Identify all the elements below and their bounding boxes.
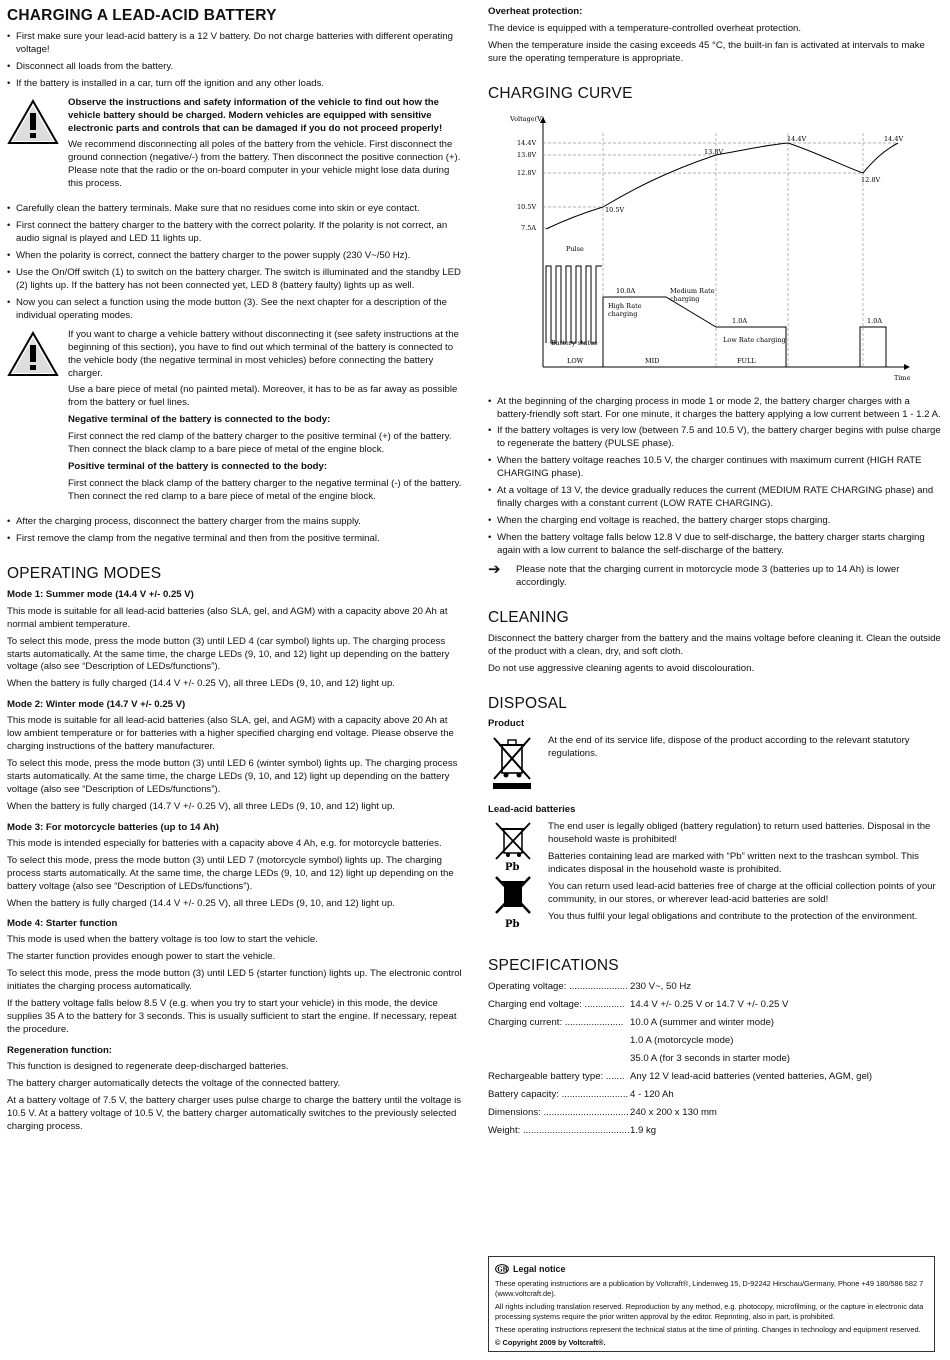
paragraph: To select this mode, press the mode button (3) until LED 7 (motorcycle symbol) lights up. The charging process starts automatically. At the same time, the charge LEDs (9, 10, and 12) light up depending on the battery voltage (also see “Description of LEDs/functions”). <box>7 854 454 892</box>
paragraph: When the battery is fully charged (14.4 V +/- 0.25 V), all three LEDs (9, 10, and 12) light up. <box>7 678 395 690</box>
current-profile-top-up <box>860 327 886 367</box>
svg-text:Pb: Pb <box>505 862 520 874</box>
charging-curve-svg <box>488 111 913 383</box>
warning-bold-text: Observe the instructions and safety information of the vehicle to find out how the vehicle battery should be charged. Modern vehicles are equipped with sensitive electronic parts and controls that can be damaged if you do not proceed properly! <box>68 96 443 134</box>
spec-key: Battery capacity: ......................... <box>488 1088 629 1100</box>
spec-key: Operating voltage: ...................... <box>488 981 628 993</box>
list-item: • Disconnect all loads from the battery. <box>7 61 462 74</box>
list-item: • First connect the battery charger to the battery with the correct polarity. If the polarity is not correct, an audio signal is played and LED 11 lights up. <box>7 220 462 246</box>
paragraph: Do not use aggressive cleaning agents to avoid discolouration. <box>488 662 755 674</box>
legal-notice-box <box>488 1256 935 1352</box>
gb-badge-icon <box>495 1264 509 1274</box>
list-item: • When the polarity is correct, connect the battery charger to the power supply (230 V~/50 Hz). <box>7 250 462 263</box>
paragraph: At the end of its service life, dispose of the product according to the relevant statutory regulations. <box>548 735 910 760</box>
crossed-bin-filled-icon <box>496 877 530 930</box>
spec-row <box>488 981 943 994</box>
paragraph: This mode is suitable for all lead-acid batteries (also SLA, gel, and AGM) with a capacity above 20 Ah at low ambient temperature or for batteries with a higher specified charging end voltage. Please observe the charging instructions of the battery manufacturer. <box>7 715 454 753</box>
paragraph: The device is equipped with a temperature-controlled overheat protection. <box>488 22 802 34</box>
regeneration-heading: Regeneration function: <box>7 1044 112 1056</box>
list-item: • When the battery voltage falls below 12.8 V due to self-discharge, the battery charger starts charging again with a low current to balance the self-discharge of the battery. <box>488 532 943 558</box>
warning-text: First connect the red clamp of the battery charger to the positive terminal (+) of the battery. Then connect the black clamp to a bare piece of metal of the engine block. <box>68 431 452 456</box>
paragraph: This mode is used when the battery voltage is too low to start the vehicle. <box>7 934 318 946</box>
bullet-list-prep <box>7 31 462 91</box>
product-disposal-row <box>488 735 943 796</box>
section-title-modes: OPERATING MODES <box>7 564 162 582</box>
overheat-heading: Overheat protection: <box>488 6 583 17</box>
y-tick-label: 7.5A <box>521 223 537 232</box>
paragraph: At a battery voltage of 7.5 V, the battery charger uses pulse charge to charge the battery until the voltage is 10.5 V. At a battery voltage of 10.5 V, the battery charger automatically switches to the previously selected charging process. <box>7 1094 462 1132</box>
paragraph: To select this mode, press the mode button (3) until LED 4 (car symbol) lights up. The charging process starts automatically. At the same time, the charge LEDs (9, 10, and 12) light up depending on the battery voltage (also see “Description of LEDs/functions”). <box>7 635 450 673</box>
bullet-list-curve <box>488 396 943 558</box>
spec-row <box>488 1089 943 1102</box>
spec-key: Charging current: ...................... <box>488 1017 624 1028</box>
phase-label: charging <box>670 294 700 303</box>
paragraph: The battery charger automatically detects the voltage of the connected battery. <box>7 1077 341 1089</box>
paragraph: This mode is suitable for all lead-acid batteries (also SLA, gel, and AGM) with a capacity above 20 Ah at normal ambient temperature. <box>7 605 448 630</box>
spec-key: Dimensions: ................................ <box>488 1106 629 1118</box>
warning-text: First connect the black clamp of the battery charger to the negative terminal (-) of the battery. Then connect the red clamp to a bare piece of metal of the engine block. <box>68 478 462 503</box>
mode1-heading: Mode 1: Summer mode (14.4 V +/- 0.25 V) <box>7 588 194 600</box>
list-item: • If the battery voltages is very low (between 7.5 and 10.5 V), the battery charger begins with pulse charge to regenerate the battery (PULSE phase). <box>488 425 943 451</box>
spec-row <box>488 1017 943 1030</box>
spec-value: 1.0 A (motorcycle mode) <box>630 1034 734 1046</box>
legal-title: Legal notice <box>513 1264 566 1274</box>
spec-value: Any 12 V lead-acid batteries (vented batteries, AGM, gel) <box>630 1070 873 1082</box>
lead-acid-row <box>488 821 943 938</box>
phase-label: Pulse <box>566 244 584 253</box>
crossed-bin-pb-icons <box>488 821 548 938</box>
paragraph: When the temperature inside the casing exceeds 45 °C, the built-in fan is activated at intervals to make sure the operating temperature is appropriate. <box>488 39 925 64</box>
current-label: 1.0A <box>867 316 883 325</box>
battery-status-label: Battery status <box>551 338 598 347</box>
paragraph: This mode is intended especially for batteries with a capacity above 4 Ah, e.g. for motorcycle batteries. <box>7 837 442 849</box>
bullet-list-after <box>7 516 462 546</box>
warning-text: Use a bare piece of metal (no painted metal). Moreover, it has to be as far away as possible from the battery or fuel lines. <box>68 384 458 409</box>
copyright-text: © Copyright 2009 by Voltcraft®. <box>495 1338 606 1348</box>
curve-label: 13.8V <box>704 147 724 156</box>
list-item: • Use the On/Off switch (1) to switch on the battery charger. The switch is illuminated and the standby LED (2) lights up. If the battery has not been connected yet, LED 8 (battery faulty) lights up as well. <box>7 267 462 293</box>
charging-curve-chart <box>488 111 943 388</box>
spec-row <box>488 1125 943 1138</box>
section-title-specs: SPECIFICATIONS <box>488 957 619 975</box>
section-title-curve: CHARGING CURVE <box>488 84 633 102</box>
right-column <box>488 6 943 1143</box>
section-title-cleaning: CLEANING <box>488 608 569 626</box>
section-title-disposal: DISPOSAL <box>488 694 568 712</box>
spec-key: Charging end voltage: ............... <box>488 999 625 1011</box>
legal-text: These operating instructions are a publication by Voltcraft®, Lindenweg 15, D-92242 Hirschau/Germany, Phone +49 180/586 582 7 (www.voltcraft.de). <box>495 1279 924 1299</box>
legal-text: All rights including translation reserved. Reproduction by any method, e.g. photocopy, microfilming, or the capture in electronic data processing systems require the prior written approval by the editor. Reprinting, also in part, is prohibited. <box>495 1302 924 1322</box>
curve-label: 12.8V <box>861 175 881 184</box>
specs-table <box>488 981 943 1137</box>
spec-row <box>488 1071 943 1084</box>
mode4-heading: Mode 4: Starter function <box>7 918 118 930</box>
spec-value: 230 V~, 50 Hz <box>630 981 692 993</box>
list-item: • Carefully clean the battery terminals. Make sure that no residues come into skin or eye contact. <box>7 203 462 216</box>
paragraph: This function is designed to regenerate deep-discharged batteries. <box>7 1060 289 1072</box>
paragraph: Batteries containing lead are marked with “Pb” written next to the trashcan symbol. This indicates disposal in the household waste is prohibited. <box>548 851 919 876</box>
x-axis-arrow <box>904 364 910 370</box>
y-tick-label: 14.4V <box>517 138 537 147</box>
warning-triangle-icon <box>7 97 62 196</box>
spec-value: 10.0 A (summer and winter mode) <box>630 1017 774 1028</box>
warning-triangle-icon <box>7 329 62 508</box>
warning-text: We recommend disconnecting all poles of the battery from the vehicle. First disconnect the ground connection (negative/-) from the battery. Then disconnect the positive connection (+). Please note that the radio or the on-board computer in your vehicle might lose data during this process. <box>68 139 461 190</box>
x-axis-label: Time <box>894 373 911 382</box>
list-item: • If the battery is installed in a car, turn off the ignition and any other loads. <box>7 78 462 91</box>
list-item: • After the charging process, disconnect the battery charger from the mains supply. <box>7 516 462 529</box>
paragraph: Disconnect the battery charger from the battery and the mains voltage before cleaning it. Clean the outside of the product with a clean, dry, and soft cloth. <box>488 632 941 657</box>
left-column <box>7 6 462 1138</box>
paragraph: The starter function provides enough power to start the vehicle. <box>7 951 276 963</box>
list-item: • First make sure your lead-acid battery is a 12 V battery. Do not charge batteries with different operating voltage! <box>7 31 462 57</box>
y-tick-label: 10.5V <box>517 202 537 211</box>
paragraph: If the battery voltage falls below 8.5 V (e.g. when you try to start your vehicle) in this mode, the device supplies 35 A to the battery for 3 seconds. This is usually sufficient to start the engine. If necessary, repeat the procedure. <box>7 998 457 1036</box>
phase-label: Low Rate charging <box>723 335 786 344</box>
spec-row <box>488 1035 943 1048</box>
list-item: • When the battery voltage reaches 10.5 V, the charger continues with maximum current (HIGH RATE CHARGING phase). <box>488 455 943 481</box>
arrow-right-icon: ➔ <box>488 560 501 578</box>
spec-value: 4 - 120 Ah <box>630 1088 674 1100</box>
lead-acid-heading: Lead-acid batteries <box>488 804 576 816</box>
curve-label: 14.4V <box>884 134 904 143</box>
spec-value: 240 x 200 x 130 mm <box>630 1106 717 1118</box>
current-label: 1.0A <box>732 316 748 325</box>
list-item: • When the charging end voltage is reached, the battery charger stops charging. <box>488 515 943 528</box>
section-title-charging: CHARGING A LEAD-ACID BATTERY <box>7 7 277 24</box>
crossed-bin-icon <box>488 735 548 796</box>
paragraph: When the battery is fully charged (14.4 V +/- 0.25 V), all three LEDs (9, 10, and 12) light up. <box>7 897 395 909</box>
spec-row <box>488 999 943 1012</box>
curve-label: 10.5V <box>605 205 625 214</box>
bullet-list-connect <box>7 203 462 323</box>
svg-text:Pb: Pb <box>505 919 520 931</box>
mode3-heading: Mode 3: For motorcycle batteries (up to 14 Ah) <box>7 821 219 833</box>
curve-label: 14.4V <box>787 134 807 143</box>
y-tick-label: 12.8V <box>517 168 537 177</box>
list-item: • At a voltage of 13 V, the device gradually reduces the current (MEDIUM RATE CHARGING phase) and finally charges with a constant current (LOW RATE CHARGING). <box>488 485 943 511</box>
spec-row <box>488 1053 943 1066</box>
warning-text: If you want to charge a vehicle battery without disconnecting it (see safety instructions at the beginning of this section), you have to find out which terminal of the battery is connected to the vehicle body (the negative terminal in most vehicles) before connecting the battery charger. <box>68 328 459 379</box>
paragraph: You thus fulfil your legal obligations and contribute to the protection of the environment. <box>548 910 918 922</box>
list-item: • First remove the clamp from the negative terminal and then from the positive terminal. <box>7 533 462 546</box>
crossed-bin-icon <box>496 823 530 873</box>
paragraph: When the battery is fully charged (14.7 V +/- 0.25 V), all three LEDs (9, 10, and 12) light up. <box>7 800 395 812</box>
warning-block-2 <box>7 329 462 508</box>
svg-text:GB: GB <box>497 1266 508 1274</box>
list-item: • Now you can select a function using the mode button (3). See the next chapter for a description of the individual operating modes. <box>7 297 462 323</box>
status-full: FULL <box>737 356 756 365</box>
pulse-phase <box>546 266 602 343</box>
legal-text: These operating instructions represent the technical status at the time of printing. Changes in technology and equipment reserved. <box>495 1325 921 1335</box>
mode2-heading: Mode 2: Winter mode (14.7 V +/- 0.25 V) <box>7 699 186 711</box>
phase-label: charging <box>608 309 638 318</box>
spec-value: 14.4 V +/- 0.25 V or 14.7 V +/- 0.25 V <box>630 999 789 1011</box>
paragraph: To select this mode, press the mode button (3) until LED 6 (winter symbol) lights up. The charging process starts automatically. At the same time, the charge LEDs (9, 10, and 12) light up depending on the battery voltage (also see “Description of LEDs/functions”). <box>7 758 458 795</box>
warning-subheading: Positive terminal of the battery is connected to the body: <box>68 461 328 473</box>
product-heading: Product <box>488 718 525 730</box>
paragraph: The end user is legally obliged (battery regulation) to return used batteries. Disposal in the household waste is prohibited! <box>548 821 931 846</box>
paragraph: You can return used lead-acid batteries free of charge at the official collection points of your community, in our stores, or wherever lead-acid batteries are sold! <box>548 881 936 905</box>
note-block <box>488 560 943 590</box>
y-axis-label: Voltage(V) <box>510 114 545 123</box>
warning-subheading: Negative terminal of the battery is connected to the body: <box>68 414 331 426</box>
spec-key <box>488 1053 630 1066</box>
spec-row <box>488 1107 943 1120</box>
spec-value: 35.0 A (for 3 seconds in starter mode) <box>630 1052 790 1064</box>
spec-key: Weight: ........................................ <box>488 1124 630 1136</box>
spec-key <box>488 1035 630 1048</box>
status-mid: MID <box>645 356 660 365</box>
spec-key: Rechargeable battery type: ....... <box>488 1070 625 1082</box>
phase-label: Medium Rate <box>670 286 715 295</box>
y-tick-label: 13.8V <box>517 150 537 159</box>
note-text: Please note that the charging current in motorcycle mode 3 (batteries up to 14 Ah) is lower accordingly. <box>516 563 900 588</box>
warning-block-1 <box>7 97 462 196</box>
status-low: LOW <box>567 356 584 365</box>
list-item: • At the beginning of the charging process in mode 1 or mode 2, the battery charger charges with a battery-friendly soft start. For one minute, it charges the battery applying a low current between 1 - 1.2 A. <box>488 396 943 422</box>
phase-label: High Rate <box>608 301 642 310</box>
paragraph: To select this mode, press the mode button (3) until LED 5 (starter function) lights up. The electronic control initiates the charging process automatically. <box>7 968 462 993</box>
spec-value: 1.9 kg <box>630 1124 657 1136</box>
current-label: 10.0A <box>616 286 636 295</box>
